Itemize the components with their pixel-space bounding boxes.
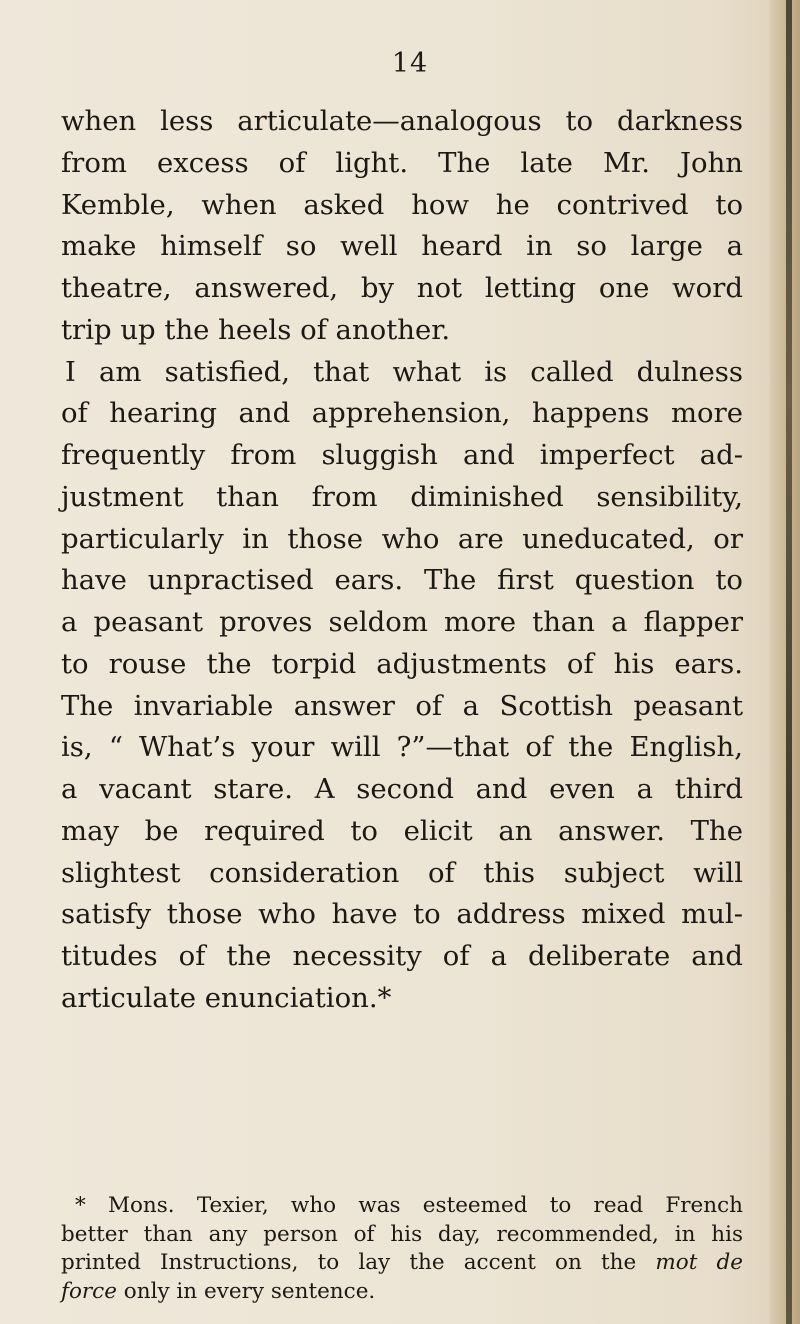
text-line: may be required to elicit an answer. The: [61, 814, 743, 847]
text-line: a peasant proves seldom more than a flapper: [61, 606, 743, 638]
footnote-line: better than any person of his day, recommended, in his: [61, 1221, 743, 1247]
text-line: trip up the heels of another.: [61, 313, 451, 346]
text-line: is, “ What’s your will ?”—that of the English,: [61, 731, 743, 764]
paragraph-start-line: I am satisfied, that what is called dulness: [65, 355, 743, 388]
text-line: from excess of light. The late Mr. John: [61, 146, 743, 179]
footnote-line: [61, 1249, 743, 1278]
text-line: particularly in those who are uneducated, or: [61, 522, 743, 555]
text-line: Kemble, when asked how he contrived to: [61, 188, 743, 221]
footnote-line: [61, 1278, 743, 1307]
footnote-line: * Mons. Texier, who was esteemed to read French: [75, 1193, 743, 1218]
text-line: when less articulate—analogous to darkness: [61, 105, 743, 137]
text-line: frequently from sluggish and imperfect ad-: [61, 439, 743, 471]
text-line: justment than from diminished sensibility,: [61, 480, 743, 513]
page-number: 14: [391, 48, 429, 79]
footnote-italic-text: force: [61, 1278, 117, 1304]
binding-edge: [786, 0, 792, 1324]
text-line: satisfy those who have to address mixed mul-: [61, 898, 743, 931]
footnote-text: only in every sentence.: [116, 1278, 376, 1304]
footnote-text: printed Instructions, to lay the accent on the: [61, 1250, 637, 1275]
text-line: slightest consideration of this subject will: [61, 856, 743, 889]
text-line: The invariable answer of a Scottish peasant: [61, 689, 743, 722]
text-line: make himself so well heard in so large a: [61, 230, 743, 263]
body-text: [61, 101, 743, 1020]
text-line: of hearing and apprehension, happens more: [61, 397, 743, 430]
text-line: to rouse the torpid adjustments of his ears.: [61, 647, 743, 680]
text-line: articulate enunciation.*: [61, 981, 392, 1014]
footnote-italic-text: mot de: [655, 1250, 743, 1275]
text-line: theatre, answered, by not letting one word: [61, 272, 743, 304]
text-line: titudes of the necessity of a deliberate and: [61, 940, 743, 972]
footnote: [61, 1192, 743, 1306]
text-line: have unpractised ears. The first question to: [61, 564, 743, 597]
page-edge-shadow: [770, 0, 800, 1324]
text-line: a vacant stare. A second and even a third: [61, 773, 743, 805]
